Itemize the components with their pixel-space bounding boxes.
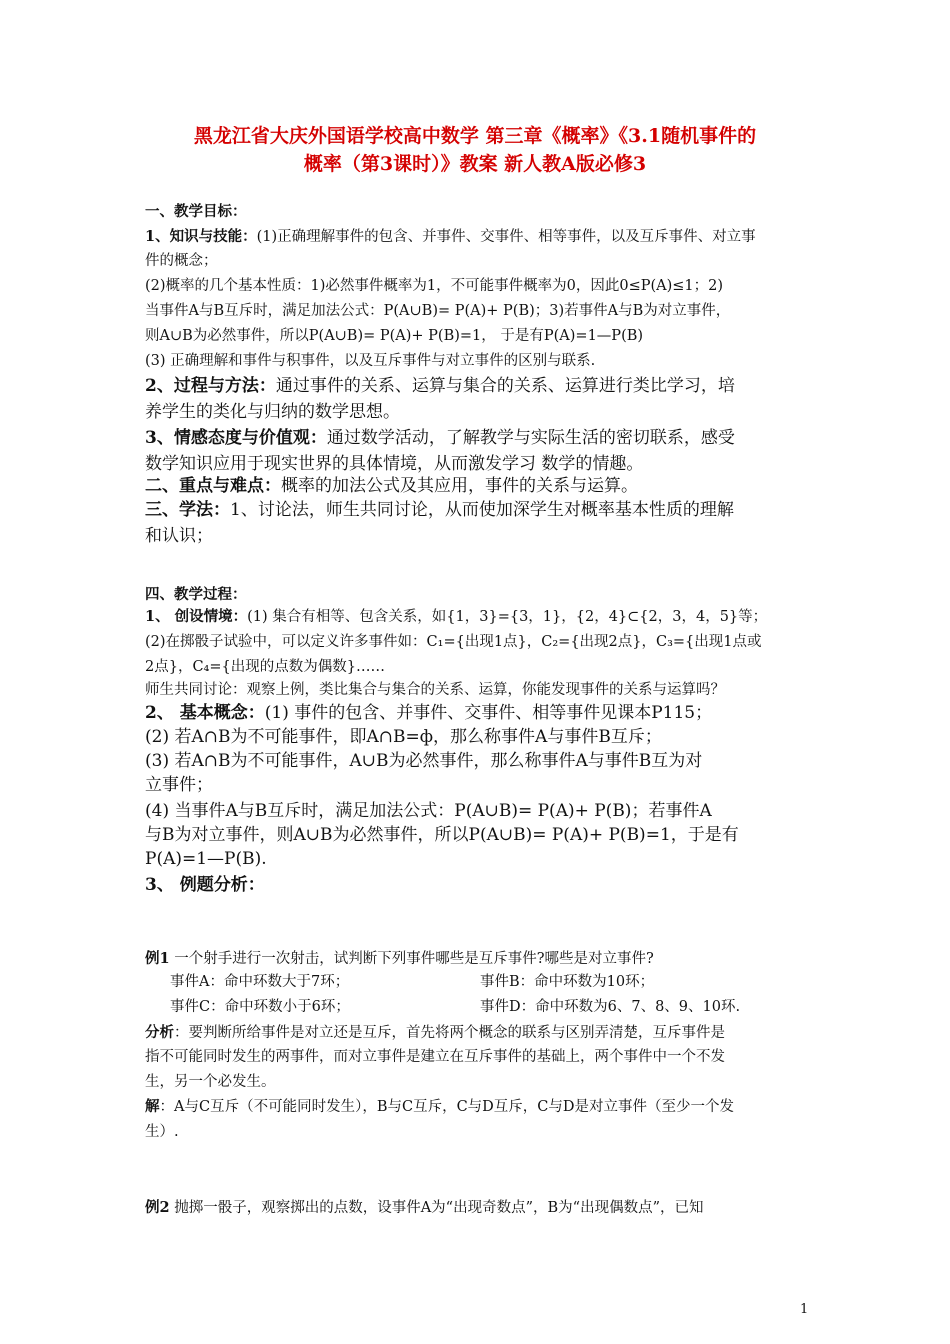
- process-method-line-1: [145, 373, 815, 399]
- knowledge-line-4: 当事件A与B互斥时，满足加法公式：P(A∪B)= P(A)+ P(B)；3)若事件A与B为对立事件，: [145, 303, 731, 319]
- solution-text-1: ：A与C互斥（不可能同时发生），B与C互斥，C与D互斥，C与D是对立事件（至少一个发: [159, 1099, 735, 1115]
- study-method-text-1: 1、讨论法，师生共同讨论，从而使加深学生对概率基本性质的理解: [230, 500, 734, 520]
- example-analysis-heading: 3、 例题分析：: [145, 875, 265, 895]
- title-line-1: 黑龙江省大庆外国语学校高中数学 第三章《概率》《3.1随机事件的: [193, 125, 757, 147]
- knowledge-line-6: (3) 正确理解和事件与积事件，以及互斥事件与对立事件的区别与联系.: [145, 353, 596, 369]
- key-points-label: 二、重点与难点：: [145, 476, 281, 496]
- study-method-line-1: [145, 497, 815, 523]
- emotion-line-2: 数学知识应用于现实世界的具体情境，从而激发学习 数学的情趣。: [145, 454, 644, 474]
- example-2-line: [145, 1196, 815, 1220]
- event-a: 事件A：命中环数大于7环；: [170, 974, 350, 990]
- knowledge-label: 1、知识与技能：: [145, 228, 257, 245]
- concept-line-5: (4) 当事件A与B互斥时，满足加法公式：P(A∪B)= P(A)+ P(B)；若事件A: [145, 801, 712, 821]
- situation-line-4: 师生共同讨论：观察上例，类比集合与集合的关系、运算，你能发现事件的关系与运算吗？: [145, 682, 725, 698]
- study-method-label: 三、学法：: [145, 500, 230, 520]
- example-1-label: 例1: [145, 950, 170, 967]
- key-points-line: [145, 473, 815, 499]
- process-method-label: 2、过程与方法：: [145, 376, 276, 396]
- process-heading: 四、教学过程：: [145, 586, 247, 603]
- page-number: 1: [800, 1302, 809, 1317]
- study-method-line-2: 和认识；: [145, 526, 213, 546]
- example-1-text: 一个射手进行一次射击，试判断下列事件哪些是互斥事件?哪些是对立事件?: [169, 951, 654, 967]
- emotion-line-1: [145, 425, 815, 451]
- example-2-label: 例2: [145, 1199, 170, 1216]
- event-d: 事件D：命中环数为6、7、8、9、10环.: [480, 999, 741, 1015]
- event-row-2: [170, 995, 840, 1019]
- solution-line-1: [145, 1095, 815, 1119]
- emotion-label: 3、情感态度与价值观：: [145, 428, 327, 448]
- analysis-label: 分析: [145, 1024, 174, 1041]
- situation-line-1: [145, 605, 815, 629]
- event-c: 事件C：命中环数小于6环；: [170, 999, 350, 1015]
- knowledge-line-1: [145, 225, 815, 249]
- event-b: 事件B：命中环数为10环；: [480, 974, 655, 990]
- situation-line-3: 2点}，C₄={出现的点数为偶数}……: [145, 659, 385, 675]
- example-1-line: [145, 947, 815, 971]
- concept-label: 2、 基本概念：: [145, 703, 265, 723]
- key-points-text: 概率的加法公式及其应用，事件的关系与运算。: [281, 476, 638, 496]
- concept-line-2: (2) 若A∩B为不可能事件，即A∩B=ф，那么称事件A与事件B互斥；: [145, 727, 662, 747]
- situation-text-1: (1) 集合有相等、包含关系，如{1，3}={3，1}，{2，4}⊂{2，3，4，5}等；: [247, 609, 768, 625]
- concept-line-4: 立事件；: [145, 775, 213, 795]
- knowledge-line-2: 件的概念；: [145, 253, 218, 269]
- event-row-1: [170, 970, 840, 994]
- knowledge-line-3: (2)概率的几个基本性质：1)必然事件概率为1，不可能事件概率为0，因此0≤P(A)≤1；2): [145, 278, 724, 294]
- analysis-text-1: ：要判断所给事件是对立还是互斥，首先将两个概念的联系与区别弄清楚，互斥事件是: [174, 1025, 725, 1041]
- solution-label: 解: [145, 1098, 160, 1115]
- process-method-line-2: 养学生的类化与归纳的数学思想。: [145, 402, 400, 422]
- concept-line-6: 与B为对立事件，则A∪B为必然事件，所以P(A∪B)= P(A)+ P(B)=1，于是有: [145, 825, 739, 845]
- goals-heading: 一、教学目标：: [145, 203, 247, 220]
- title-line-2: 概率（第3课时）》教案 新人教A版必修3: [303, 153, 647, 175]
- solution-line-2: 生）.: [145, 1124, 179, 1140]
- analysis-line-2: 指不可能同时发生的两事件，而对立事件是建立在互斥事件的基础上，两个事件中一个不发: [145, 1049, 725, 1065]
- knowledge-line-5: 则A∪B为必然事件，所以P(A∪B)= P(A)+ P(B)=1， 于是有P(A)=1—P(B): [145, 328, 644, 344]
- example-2-text: 抛掷一骰子，观察掷出的点数，设事件A为“出现奇数点”，B为“出现偶数点”，已知: [169, 1200, 704, 1216]
- emotion-text-1: 通过数学活动，了解教学与实际生活的密切联系，感受: [326, 428, 735, 448]
- situation-label: 1、 创设情境：: [145, 608, 248, 625]
- analysis-line-1: [145, 1021, 815, 1045]
- process-method-text-1: 通过事件的关系、运算与集合的关系、运算进行类比学习，培: [275, 376, 735, 396]
- concept-line-7: P(A)=1—P(B).: [145, 849, 267, 869]
- concept-text-1: (1) 事件的包含、并事件、交事件、相等事件见课本P115；: [264, 703, 713, 723]
- knowledge-text-1: (1)正确理解事件的包含、并事件、交事件、相等事件，以及互斥事件、对立事: [256, 229, 756, 245]
- concept-line-1: [145, 700, 815, 726]
- situation-line-2: (2)在掷骰子试验中，可以定义许多事件如：C₁={出现1点}，C₂={出现2点}，C₃={出现1点或: [145, 634, 762, 650]
- concept-line-3: (3) 若A∩B为不可能事件，A∪B为必然事件，那么称事件A与事件B互为对: [145, 751, 703, 771]
- analysis-line-3: 生，另一个必发生。: [145, 1074, 276, 1090]
